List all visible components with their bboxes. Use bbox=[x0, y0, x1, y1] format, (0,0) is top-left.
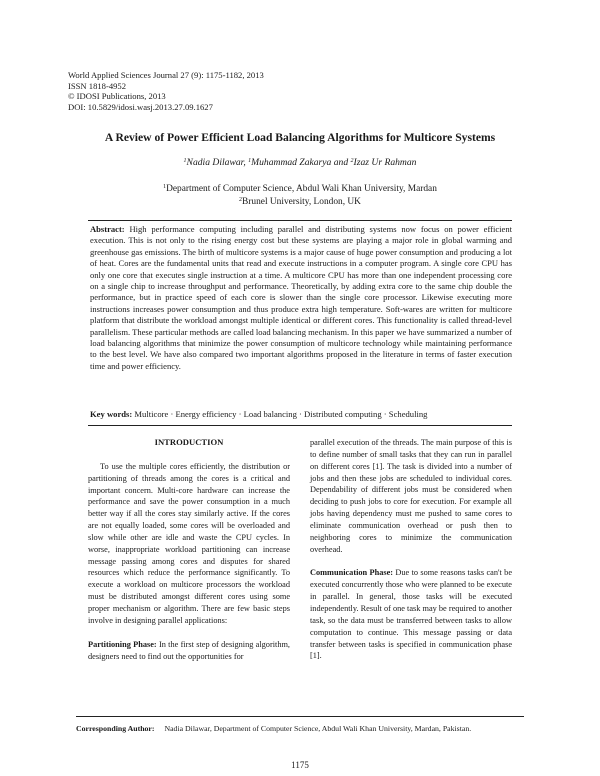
partitioning-label: Partitioning Phase: bbox=[88, 639, 157, 649]
affiliations bbox=[0, 183, 600, 209]
footer-rule bbox=[76, 716, 524, 717]
author-name: Muhammad Zakarya and bbox=[251, 157, 349, 168]
author-list bbox=[0, 157, 600, 168]
keyword: Scheduling bbox=[388, 409, 428, 419]
abstract-label: Abstract: bbox=[90, 224, 125, 234]
abstract-text: High performance computing including parallel and distributing systems now focus on power efficient execution. This is not only to the rising energy cost but these systems are playing a major role in global warming and greenhouse gas emissions. The birth of multicore systems is a major cause of huge power consumption and producing a lot of heat. Cores are the fundamental units that read and execute instructions in a computer program. A single core CPU has only one core that executes single instruction at a time. A multicore CPU has more than one independent processing core on a single chip to increase throughput and performance. Theoretically, by adding extra core to the same chip double the performance, but in practice speed of each core is slower than the single core processor. Likewise executing more instructions increases power consumption and thus produce extra high temperature. Soft-wares are written for multicore platform that distribute the workload amongst multiple identical or different cores. This functionality is called thread-level parallelism. These particular methods are called load balancing mechanism. In this paper we have summarized a number of load balancing algorithms that minimize the power consumption of multicore technology while maintaining performance to the best level. We have also compared two important algorithms proposed in the literature in terms of faster execution time and power efficiency. bbox=[90, 224, 512, 371]
right-column bbox=[310, 437, 512, 662]
author-sup: 2 bbox=[350, 158, 354, 164]
paper-title: A Review of Power Efficient Load Balancing Algorithms for Multicore Systems bbox=[104, 131, 496, 144]
keyword: Energy efficiency bbox=[175, 409, 237, 419]
author-sup: 1 bbox=[183, 158, 187, 164]
corresponding-author bbox=[76, 724, 471, 733]
corresponding-text: Nadia Dilawar, Department of Computer Science, Abdul Wali Khan University, Mardan, Pakistan. bbox=[164, 724, 472, 733]
keywords: Key words: Multicore · Energy efficiency · Load balancing · Distributed computing · Scheduling bbox=[90, 409, 428, 419]
journal-header bbox=[68, 70, 264, 112]
keyword: Load balancing bbox=[243, 409, 297, 419]
communication-label: Communication Phase: bbox=[310, 568, 394, 578]
partitioning-paragraph: Partitioning Phase: In the first step of designing algorithm, designers need to find out the opportunities for bbox=[88, 639, 291, 661]
intro-paragraph: To use the multiple cores efficiently, the distribution or partitioning of threads among the cores is a critical and important concern. Multi-core hardware can increase the performance and save the power consumption in a much better way if all the cores stay similarly active. If the cores are not equally loaded, some cores will be overloaded and slow while other are idle and waste the CPU cycles. In worse, inappropriate workload partitioning can increase message passing among cores and disputes for shared resources which reduce the performance significantly. To execute a workload on multicore processors the workload must be distributed amongst different cores using some proper mechanism or algorithm. There are few basic steps involve in designing parallel applications: bbox=[88, 461, 290, 625]
keyword: Distributed computing bbox=[304, 409, 382, 419]
communication-paragraph: Communication Phase: Due to some reasons tasks can't be executed concurrently those who were planned to be execute in parallel. In general, those tasks will be executed independently. Result of one task may be required to another task, so the data must be transferred between tasks to allow computation to continue. This message passing or data transfer between tasks is specified in communication phase [1]. bbox=[310, 568, 512, 661]
abstract bbox=[90, 224, 512, 372]
affiliation-2: $^2$Brunel University, London, UK bbox=[239, 197, 361, 207]
affiliation-1: $^1$Department of Computer Science, Abdul Wali Khan University, Mardan bbox=[163, 184, 437, 194]
top-rule bbox=[88, 220, 512, 221]
author-name: Nadia Dilawar, bbox=[186, 157, 246, 168]
continued-paragraph: parallel execution of the threads. The main purpose of this is to define number of small tasks that they can run in parallel on different cores [1]. The task is divided into a number of jobs and then these jobs are scheduled to individual cores. Dependability of different jobs must be considered when deciding to push jobs to core for execution. For example all jobs having dependency must me pushed to same cores to eliminate communication overhead or push then to neighboring cores to minimize the communication overhead. bbox=[310, 438, 512, 554]
page-number: 1175 bbox=[291, 760, 309, 770]
keywords-rule bbox=[88, 425, 512, 426]
doi: DOI: 10.5829/idosi.wasj.2013.27.09.1627 bbox=[68, 101, 213, 112]
issn: ISSN 1818-4952 bbox=[68, 80, 127, 91]
introduction-heading: INTRODUCTION bbox=[154, 437, 224, 447]
author-name: Izaz Ur Rahman bbox=[353, 157, 417, 168]
copyright: © IDOSI Publications, 2013 bbox=[68, 91, 166, 102]
journal-citation: World Applied Sciences Journal 27 (9): 1175-1182, 2013 bbox=[68, 70, 264, 80]
left-column bbox=[88, 437, 290, 662]
author-sup: 1 bbox=[248, 158, 252, 164]
keyword: Multicore bbox=[134, 409, 169, 419]
keywords-label: Key words: bbox=[90, 409, 133, 419]
corresponding-label: Corresponding Author: bbox=[76, 724, 155, 733]
